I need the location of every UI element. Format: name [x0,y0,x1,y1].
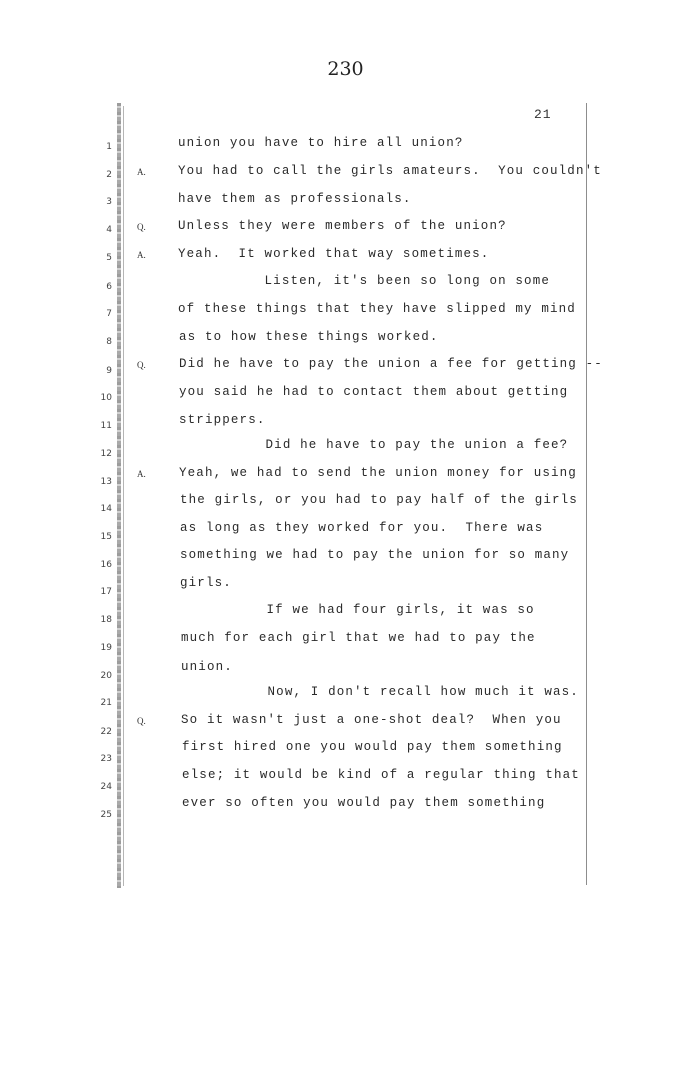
transcript-line: Did he have to pay the union a fee for getting -- [179,357,603,371]
transcript-line: girls. [180,576,232,590]
transcript-line: of these things that they have slipped my mind [178,302,576,316]
transcript-line: as to how these things worked. [179,330,439,344]
line-number: 11 [100,421,112,431]
transcript-line: the girls, or you had to pay half of the girls [180,493,578,507]
transcript-line: So it wasn't just a one-shot deal? When you [181,713,562,727]
transcript-line: Yeah, we had to send the union money for using [179,466,577,480]
transcript-line: as long as they worked for you. There was [180,521,544,535]
transcript-line: Listen, it's been so long on some [178,274,551,288]
line-number: 3 [106,197,112,207]
line-number: 19 [100,643,112,653]
left-margin-rule-inner [123,106,124,886]
left-margin-rule [117,103,121,888]
line-number: 13 [100,477,112,487]
line-number: 14 [100,504,112,514]
transcript-line: Yeah. It worked that way sometimes. [178,247,490,261]
line-number: 7 [106,309,112,319]
speaker-label: A. [137,250,146,260]
right-margin-rule [586,103,587,885]
line-number: 18 [100,615,112,625]
transcript-line: you said he had to contact them about getting [179,385,569,399]
page-number: 230 [327,58,364,80]
transcript-page-number: 21 [534,107,552,122]
line-number: 5 [106,253,112,263]
line-number: 6 [106,282,112,292]
line-number: 25 [100,810,112,820]
line-number: 1 [106,142,112,152]
transcript-line: You had to call the girls amateurs. You couldn't [178,164,602,178]
line-number: 10 [100,393,112,403]
transcript-line: union you have to hire all union? [178,136,464,150]
transcript-line: Now, I don't recall how much it was. [181,685,579,699]
line-number: 9 [106,366,112,376]
transcript-line: union. [181,660,233,674]
line-number: 17 [100,587,112,597]
line-number: 22 [100,727,112,737]
transcript-line: much for each girl that we had to pay the [181,631,536,645]
line-number: 23 [100,754,112,764]
transcript-line: have them as professionals. [178,192,412,206]
line-number: 15 [100,532,112,542]
transcript-line: something we had to pay the union for so many [180,548,570,562]
transcript-line: strippers. [179,413,266,427]
speaker-label: Q. [137,360,146,370]
transcript-line: ever so often you would pay them something [182,796,546,810]
line-number: 16 [100,560,112,570]
speaker-label: A. [137,469,146,479]
speaker-label: Q. [137,716,146,726]
transcript-line: Did he have to pay the union a fee? [179,438,569,452]
speaker-label: A. [137,167,146,177]
transcript-line: If we had four girls, it was so [180,603,535,617]
line-number: 8 [106,337,112,347]
speaker-label: Q. [137,222,146,232]
transcript-line: first hired one you would pay them something [182,740,563,754]
line-number: 21 [100,698,112,708]
line-number: 24 [100,782,112,792]
line-number: 4 [106,225,112,235]
transcript-line: else; it would be kind of a regular thing that [182,768,580,782]
transcript-line: Unless they were members of the union? [178,219,507,233]
line-number: 2 [106,170,112,180]
line-number: 12 [100,449,112,459]
line-number: 20 [100,671,112,681]
